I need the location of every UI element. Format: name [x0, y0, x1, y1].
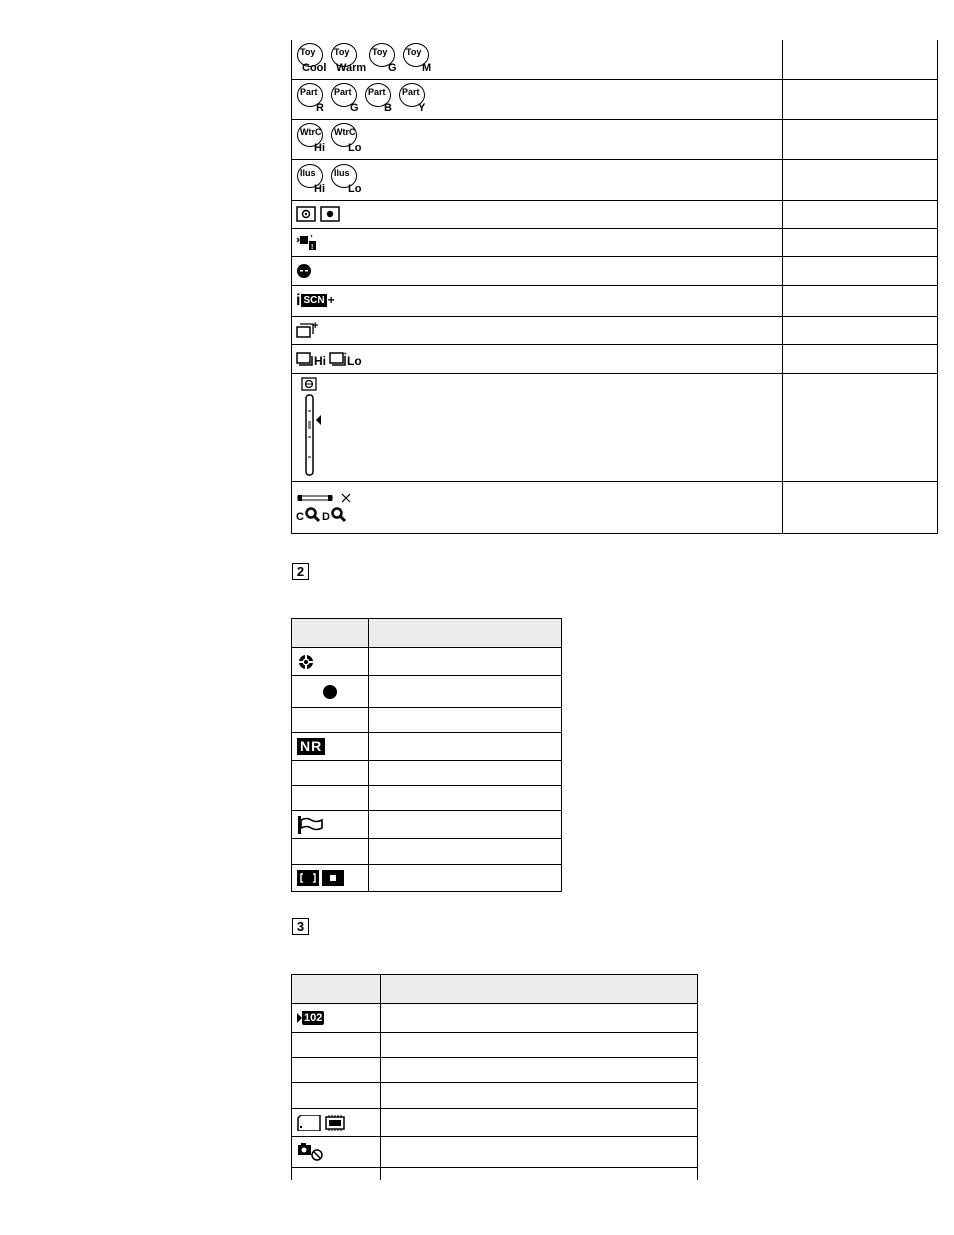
partial-color-icons	[296, 82, 778, 116]
illustration-lo-icon: Ilus Lo	[330, 163, 360, 197]
partial-blue-icon: Part B	[364, 82, 394, 116]
illustration-icons	[296, 163, 778, 197]
digital-zoom-icon: D	[322, 507, 346, 523]
toy-warm-icon: Toy Warm	[330, 42, 364, 76]
watercolor-icons	[296, 122, 778, 156]
svg-text:!: !	[311, 244, 314, 251]
section-3-badge: 3	[292, 918, 309, 935]
focus-indicator-icon	[322, 684, 338, 700]
table-row	[292, 1109, 698, 1137]
table-row	[292, 200, 938, 228]
svg-text:+: +	[343, 350, 347, 358]
af-area-center-icon	[322, 870, 344, 886]
indicator-table-2	[291, 618, 562, 892]
manual-focus-scale-icon	[296, 377, 326, 479]
partial-green-icon: Part G	[330, 82, 360, 116]
table-row	[292, 285, 938, 316]
table-header-row	[292, 619, 562, 648]
table-row	[292, 786, 562, 811]
table-header-row	[292, 975, 698, 1004]
af-range-finder-icon	[297, 653, 315, 671]
burst-hi-icon: Hi	[296, 350, 326, 368]
table-row	[292, 228, 938, 256]
clear-image-zoom-icon: C	[296, 507, 320, 523]
svg-text:+: +	[312, 320, 319, 332]
magnifier-icon	[330, 507, 346, 523]
toy-green-icon: Toy G	[368, 42, 398, 76]
burst-lo-icon: + Lo	[329, 350, 362, 368]
indicator-table-1	[291, 40, 938, 534]
toy-cool-icon: Toy Cool	[296, 42, 326, 76]
table-row	[292, 811, 562, 839]
table-row	[292, 733, 562, 761]
table-row	[292, 761, 562, 786]
af-area-multi-icon	[297, 870, 319, 886]
steadyshot-warning-icon	[296, 232, 320, 252]
table-row	[292, 1058, 698, 1083]
partial-yellow-icon: Part Y	[398, 82, 428, 116]
table-row	[292, 1168, 698, 1180]
table-row	[292, 79, 938, 119]
table-row	[292, 648, 562, 676]
magnifier-icon	[304, 507, 320, 523]
table-row	[292, 1004, 698, 1033]
table-row	[292, 316, 938, 344]
table-row	[292, 1033, 698, 1058]
spot-metering-icon	[320, 206, 340, 222]
table-row	[292, 256, 938, 285]
table-row	[292, 708, 562, 733]
superior-auto-scene-icon: i SCN +	[296, 291, 335, 309]
multi-metering-icon	[296, 206, 316, 222]
zoom-scale-icon	[296, 492, 356, 504]
table-row	[292, 373, 938, 481]
table-row	[292, 159, 938, 200]
noise-reduction-icon: NR	[297, 738, 325, 755]
table-row	[292, 40, 938, 79]
smile-detection-icon	[296, 262, 314, 280]
recording-folder-icon: 102	[297, 1011, 375, 1025]
table-row	[292, 1083, 698, 1109]
indicator-table-3	[291, 974, 698, 1180]
table-row	[292, 119, 938, 159]
watercolor-lo-icon: WtrC Lo	[330, 122, 360, 156]
table-row	[292, 1137, 698, 1168]
memory-card-icon	[297, 1115, 321, 1131]
toy-magenta-icon: Toy M	[402, 42, 432, 76]
table-row	[292, 676, 562, 708]
superior-auto-burst-icon	[296, 320, 320, 340]
no-recording-camera-icon	[297, 1142, 325, 1162]
table-row	[292, 344, 938, 373]
partial-red-icon: Part R	[296, 82, 326, 116]
flag-icon	[297, 815, 325, 835]
section-2-badge: 2	[292, 563, 309, 580]
table-row	[292, 865, 562, 892]
table-row	[292, 481, 938, 533]
watercolor-hi-icon: WtrC Hi	[296, 122, 326, 156]
toy-effect-icons	[296, 42, 778, 76]
table-row	[292, 839, 562, 865]
illustration-hi-icon: Ilus Hi	[296, 163, 326, 197]
internal-memory-icon	[324, 1115, 346, 1131]
